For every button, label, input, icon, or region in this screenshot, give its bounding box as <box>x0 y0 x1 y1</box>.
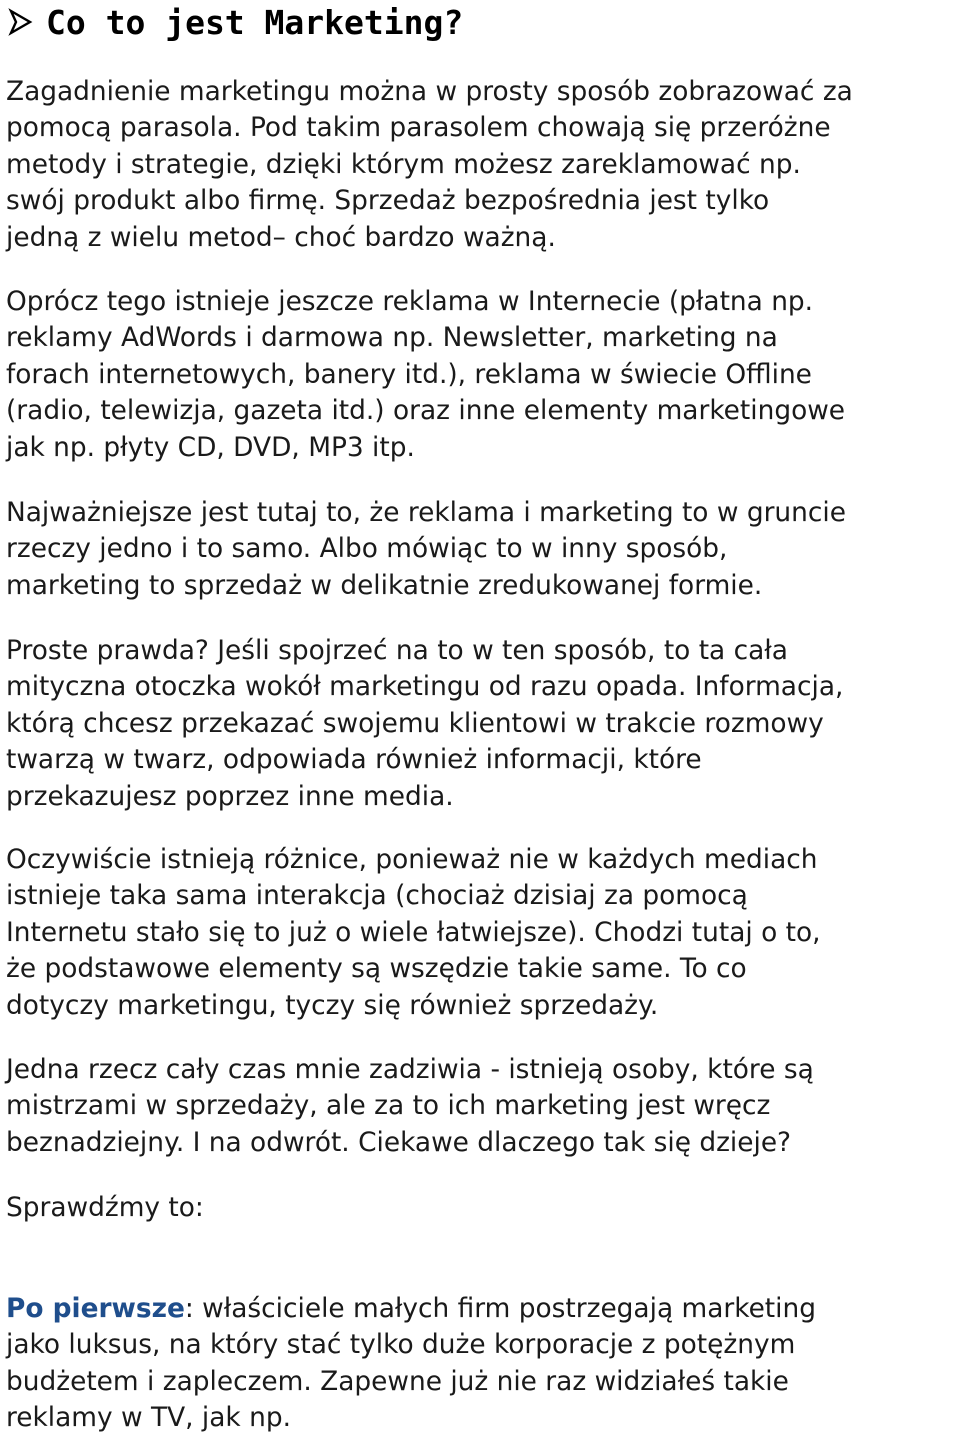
first-point-text: : właściciele małych firm postrzegają marketing <box>184 1293 816 1324</box>
text-line: Internetu stało się to już o wiele łatwiejsze). Chodzi tutaj o to, <box>6 916 821 948</box>
text-line: Najważniejsze jest tutaj to, że reklama i marketing to w gruncie <box>6 497 846 528</box>
text-line: jako luksus, na który stać tylko duże korporacje z potężnym <box>6 1329 796 1361</box>
text-line: przekazujesz poprzez inne media. <box>6 780 454 812</box>
text-line: Proste prawda? Jeśli spojrzeć na to w ten sposób, to ta cała <box>6 635 788 666</box>
paragraph-simple <box>6 633 958 815</box>
text-line: mistrzami w sprzedaży, ale za to ich marketing jest wręcz <box>6 1090 771 1122</box>
text-line: istnieje taka sama interakcja (chociaż dzisiaj za pomocą <box>6 880 748 912</box>
arrow-bullet-icon <box>6 8 34 36</box>
paragraph-internet <box>6 284 958 466</box>
text-line: jak np. płyty CD, DVD, MP3 itp. <box>6 431 415 463</box>
text-line: którą chcesz przekazać swojemu klientowi w trakcie rozmowy <box>6 707 824 739</box>
text-line: że podstawowe elementy są wszędzie takie same. To co <box>6 953 747 985</box>
text-line <box>6 1291 958 1327</box>
section-heading <box>6 2 463 42</box>
text-line: mityczna otoczka wokół marketingu od razu opada. Informacja, <box>6 671 844 703</box>
heading-title: Co to jest Marketing? <box>46 2 464 42</box>
text-line: reklamy w TV, jak np. <box>6 1402 291 1434</box>
paragraph-check <box>6 1190 958 1226</box>
text-line: reklamy AdWords i darmowa np. Newsletter, marketing na <box>6 322 778 354</box>
text-line: metody i strategie, dzięki którym możesz zareklamować np. <box>6 148 801 180</box>
text-line: Zagadnienie marketingu można w prosty sposób zobrazować za <box>6 76 853 107</box>
paragraph-differences <box>6 842 958 1024</box>
text-line: marketing to sprzedaż w delikatnie zredukowanej formie. <box>6 569 763 601</box>
text-line: budżetem i zapleczem. Zapewne już nie raz widziałeś takie <box>6 1365 789 1397</box>
text-line: dotyczy marketingu, tyczy się również sprzedaży. <box>6 989 659 1021</box>
first-point-label: Po pierwsze <box>6 1293 185 1324</box>
text-line: jedną z wielu metod– choć bardzo ważną. <box>6 221 556 253</box>
text-line: twarzą w twarz, odpowiada również informacji, które <box>6 744 702 776</box>
text-line: beznadziejny. I na odwrót. Ciekawe dlaczego tak się dzieje? <box>6 1126 792 1158</box>
paragraph-most-important <box>6 495 958 604</box>
text-line: forach internetowych, banery itd.), reklama w świecie Offline <box>6 358 812 390</box>
text-line: Sprawdźmy to: <box>6 1192 204 1223</box>
text-line: rzeczy jedno i to samo. Albo mówiąc to w inny sposób, <box>6 533 728 565</box>
text-line: pomocą parasola. Pod takim parasolem chowają się przeróżne <box>6 112 831 144</box>
paragraph-surprise <box>6 1052 958 1161</box>
text-line: (radio, telewizja, gazeta itd.) oraz inne elementy marketingowe <box>6 395 846 427</box>
text-line: swój produkt albo firmę. Sprzedaż bezpośrednia jest tylko <box>6 185 770 217</box>
text-line: Jedna rzecz cały czas mnie zadziwia - istnieją osoby, które są <box>6 1054 814 1085</box>
text-line: Oczywiście istnieją różnice, ponieważ nie w każdych mediach <box>6 844 818 875</box>
paragraph-umbrella <box>6 74 958 256</box>
paragraph-first-point <box>6 1291 958 1437</box>
text-line: Oprócz tego istnieje jeszcze reklama w Internecie (płatna np. <box>6 286 814 317</box>
